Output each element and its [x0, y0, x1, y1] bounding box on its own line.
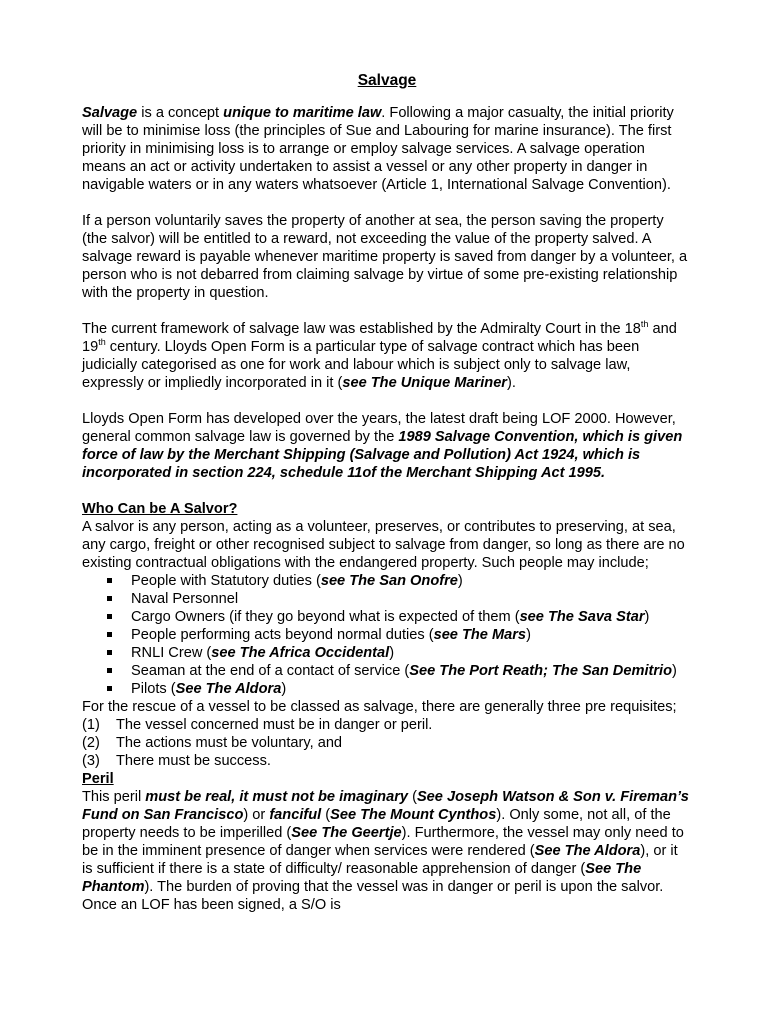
salvor-list [82, 572, 692, 698]
case-reference: see The Unique Mariner [342, 375, 507, 391]
document-title: Salvage [357, 72, 417, 89]
item-number: (1) [82, 717, 100, 733]
rescue-paragraph: For the rescue of a vessel to be classed as salvage, there are generally three pre requisites; [82, 699, 677, 715]
list-item: (2) The actions must be voluntary, and [82, 735, 343, 751]
list-item: Naval Personnel [104, 590, 692, 608]
list-item: People performing acts beyond normal duties (see The Mars) [104, 626, 692, 644]
list-item: (1) The vessel concerned must be in danger or peril. [82, 717, 433, 733]
item-number: (3) [82, 753, 100, 769]
peril-paragraph: This peril must be real, it must not be imaginary (See Joseph Watson & Son v. Fireman’s Fund on San Francisco) or fanciful (See The Mount Cynthos). Only some, not all, of the property needs to be imperilled (See The Geertje). Furthermore, the vessel may only need to be in the imminent presence of danger when services were rendered (See The Aldora), or it is sufficient if there is a state of difficulty/ reasonable apprehension of danger (See The Phantom). The burden of proving that the vessel was in danger or peril is upon the salvor. Once an LOF has been signed, a S/O is [82, 789, 689, 913]
list-item: People with Statutory duties (see The San Onofre) [104, 572, 692, 590]
salvor-definition: A salvor is any person, acting as a volunteer, preserves, or contributes to preserving, at sea, any cargo, freight or other recognised subject to salvage from danger, so long as there are no existing contractual obligations with the endangered property. Such people may include; [82, 519, 685, 571]
case-reference: See The Port Reath; The San Demitrio [409, 663, 673, 679]
item-number: (2) [82, 735, 100, 751]
list-item: Pilots (See The Aldora) [104, 680, 692, 698]
list-item: Cargo Owners (if they go beyond what is expected of them (see The Sava Star) [104, 608, 692, 626]
case-reference: See The Aldora [534, 843, 641, 859]
case-reference: see The Mars [433, 627, 527, 643]
case-reference: See The Aldora [175, 681, 282, 697]
intro-paragraph: Salvage is a concept unique to maritime law. Following a major casualty, the initial priority will be to minimise loss (the principles of Sue and Labouring for marine insurance). The first priority in minimising loss is to arrange or employ salvage services. A salvage operation means an act or activity undertaken to assist a vessel or any other property in danger in navigable waters or in any waters whatsoever (Article 1, International Salvage Convention). [82, 105, 674, 193]
convention-reference: 1989 Salvage Convention, which is given force of law by the Merchant Shipping (Salvage and Pollution) Act 1924, which is incorporated in section 224, schedule 11of the Merchant Shipping Act 1995. [82, 429, 683, 481]
case-reference: See The Phantom [82, 861, 642, 895]
case-reference: see The Sava Star [519, 609, 645, 625]
intro-lead: Salvage [82, 105, 138, 121]
case-reference: See The Geertje [291, 825, 402, 841]
case-reference: See The Mount Cynthos [330, 807, 497, 823]
case-reference: See Joseph Watson & Son v. Fireman’s Fund on San Francisco [82, 789, 689, 823]
intro-emphasis: unique to maritime law [223, 105, 382, 121]
salvor-reward-paragraph: If a person voluntarily saves the property of another at sea, the person saving the property (the salvor) will be entitled to a reward, not exceeding the value of the property salved. A salvage reward is payable whenever maritime property is saved from danger by a volunteer, a person who is not debarred from claiming salvage by virtue of some pre-existing relationship with the property in question. [82, 213, 688, 301]
document-body [82, 72, 692, 914]
salvor-heading: Who Can be A Salvor? [82, 501, 238, 517]
lof-paragraph: Lloyds Open Form has developed over the years, the latest draft being LOF 2000. However, general common salvage law is governed by the 1989 Salvage Convention, which is given force of law by the Merchant Shipping (Salvage and Pollution) Act 1924, which is incorporated in section 224, schedule 11of the Merchant Shipping Act 1995. [82, 411, 683, 481]
case-reference: see The San Onofre [320, 573, 458, 589]
case-reference: see The Africa Occidental [211, 645, 390, 661]
requisites-list [82, 716, 692, 770]
list-item: (3) There must be success. [82, 753, 271, 769]
list-item: Seaman at the end of a contact of service (See The Port Reath; The San Demitrio) [104, 662, 692, 680]
peril-heading: Peril [82, 771, 114, 787]
list-item: RNLI Crew (see The Africa Occidental) [104, 644, 692, 662]
framework-paragraph: The current framework of salvage law was established by the Admiralty Court in the 18th and 19th century. Lloyds Open Form is a particular type of salvage contract which has been judicially categorised as one for work and labour which is subject only to salvage law, expressly or impliedly incorporated in it (see The Unique Mariner). [82, 319, 677, 391]
